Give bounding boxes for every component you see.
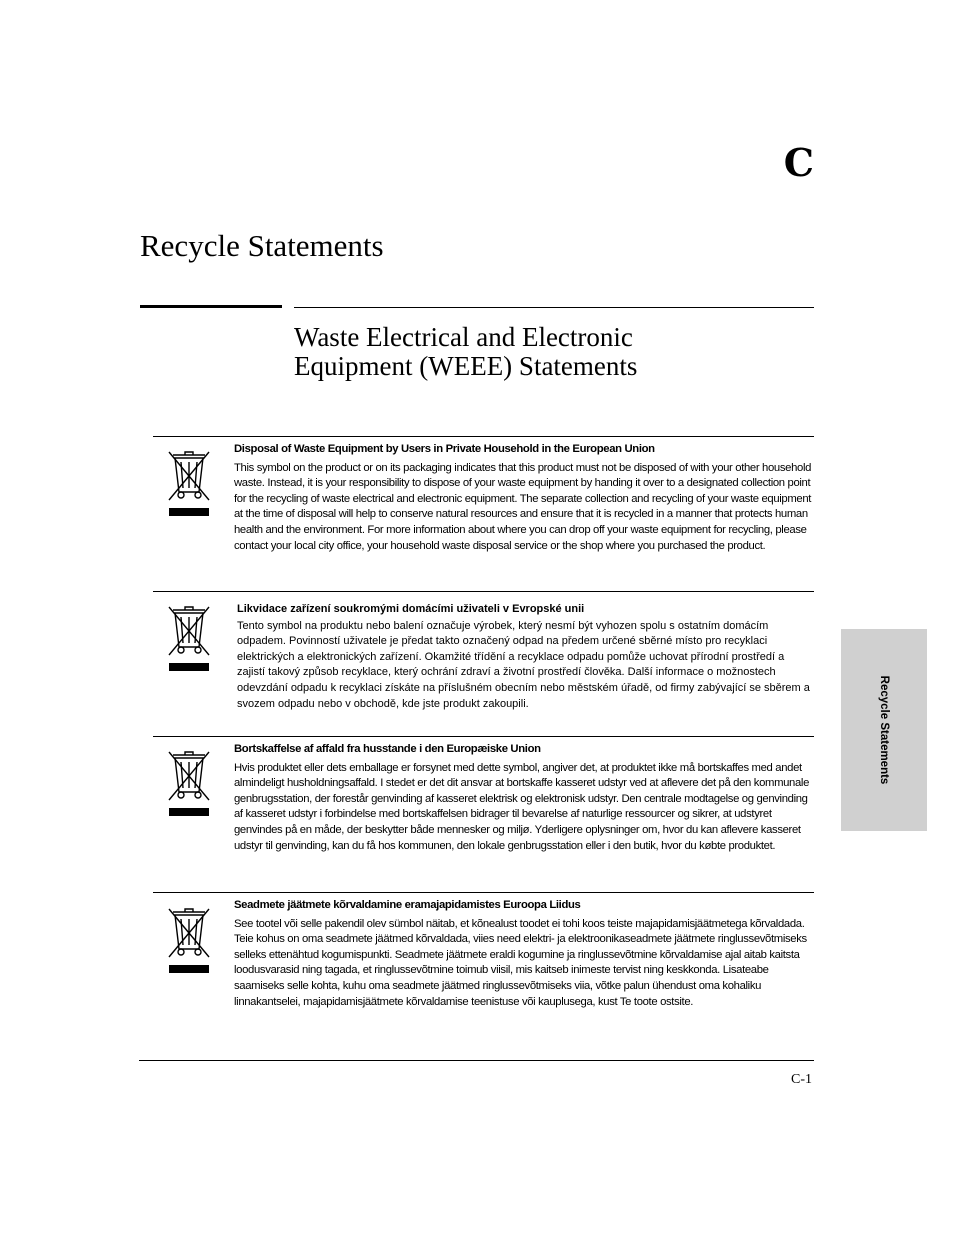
title-rule-thick (140, 305, 282, 308)
section-title-line-1: Waste Electrical and Electronic (294, 322, 633, 352)
appendix-letter: C (783, 140, 814, 185)
page-number: C-1 (791, 1072, 812, 1087)
side-tab-label: Recycle Statements (878, 675, 890, 785)
statement-text (234, 898, 812, 1010)
statement-row-estonian (153, 893, 814, 1033)
statement-heading: Seadmete jäätmete kõrvaldamine eramajapidamistes Euroopa Liidus (234, 899, 581, 911)
section-title (294, 323, 794, 381)
statement-text (237, 602, 812, 712)
statement-text (234, 442, 812, 554)
crossed-out-wheeled-bin-icon (165, 603, 213, 675)
crossed-out-wheeled-bin-icon (165, 448, 213, 520)
section-title-line-2: Equipment (WEEE) Statements (294, 351, 638, 381)
crossed-out-wheeled-bin-icon (165, 748, 213, 820)
statement-body: Hvis produktet eller dets emballage er forsynet med dette symbol, angiver det, at produktet ikke må bortskaffes med andet almindeligt husholdningsaffald. I stedet er det dit ansvar at bortskaffe kasseret udstyr ved at aflevere det på den kommunale genbrugsstation, der forestår genvinding af kasseret elektrisk og elektronisk udstyr. Den centrale modtagelse og genvinding af kasseret udstyr i forbindelse med bortskaffelsen bidrager til bevarelse af naturlige ressourcer og sikrer, at udstyret genvindes på en måde, der beskytter både mennesker og miljø. Yderligere oplysninger om, hvor du kan aflevere kasseret udstyr til genvinding, kan du få hos kommunen, den lokale genbrugsstation eller i den butik, hvor du købte produktet. (234, 761, 810, 852)
statement-heading: Disposal of Waste Equipment by Users in Private Household in the European Union (234, 443, 655, 455)
statement-heading: Likvidace zařízení soukromými domácími uživateli v Evropské unii (237, 603, 585, 615)
statement-text (234, 742, 812, 854)
statement-row-english (153, 437, 814, 592)
title-rule-thin (294, 307, 814, 308)
statement-body: Tento symbol na produktu nebo balení označuje výrobek, který nesmí být vyhozen spolu s ostatním domácím odpadem. Povinností uživatele je předat takto označený odpad na předem určené sběrné místo pro recyklaci elektrických a elektronických zařízení. Okamžité třídění a recyklace odpadu pomůže uchovat přírodní prostředí a zajistí takový způsob recyklace, který ochrání zdraví a životní prostředí člověka. Další informace o možnostech odevzdání odpadu k recyklaci získáte na příslušném obecním nebo městském úřadě, od firmy zabývající se sběrem a svozem odpadu nebo v obchodě, kde jste produkt zakoupili. (237, 619, 810, 710)
statement-row-danish (153, 737, 814, 893)
chapter-title: Recycle Statements (140, 228, 384, 263)
weee-statements-table (153, 436, 814, 1033)
statement-body: This symbol on the product or on its packaging indicates that this product must not be disposed of with your other household waste. Instead, it is your responsibility to dispose of your waste equipment by handing it over to a designated collection point for the recycling of waste electrical and electronic equipment. The separate collection and recycling of your waste equipment at the time of disposal will help to conserve natural resources and ensure that it is recycled in a manner that protects human health and the environment. For more information about where you can drop off your waste equipment for recycling, please contact your local city office, your household waste disposal service or the shop where you purchased the product. (234, 461, 812, 552)
statement-heading: Bortskaffelse af affald fra husstande i den Europæiske Union (234, 743, 541, 755)
crossed-out-wheeled-bin-icon (165, 905, 213, 977)
statement-body: See tootel või selle pakendil olev sümbol näitab, et kõnealust toodet ei tohi koos teiste majapidamisjäätmetega kõrvaldada. Teie kohus on oma seadmete jäätmed kõrvaldada, viies need elektri- ja elektroonikaseadmete jäätmete ringlussevõtmiseks selleks ettenähtud kogumispunkti. Seadmete jäätmete eraldi kogumine ja ringlussevõtmine kõrvaldamise ajal aitab kaitsta loodusvarasid ning tagada, et ringlussevõtmine toimub viisil, mis kaitseb inimeste tervist ning keskkonda. Lisateabe saamiseks selle kohta, kuhu oma seadmete jäätmed ringlussevõtmiseks viia, võtke palun ühendust oma kohaliku linnakantselei, majapidamisjäätmete kõrvaldamise teenistuse või kauplusega, kust Te toote ostsite. (234, 917, 807, 1008)
statement-row-czech (153, 592, 814, 737)
footer-rule (139, 1060, 814, 1061)
